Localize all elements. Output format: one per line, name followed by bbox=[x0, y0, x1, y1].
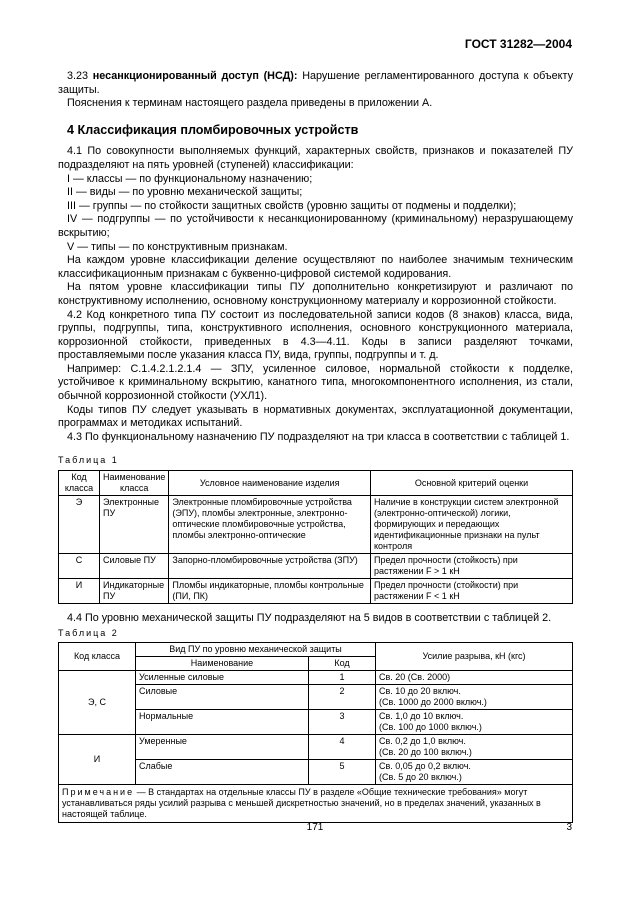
table-cell: Силовые bbox=[136, 685, 309, 710]
table-cell: И bbox=[59, 579, 100, 604]
table-header: Наименование bbox=[136, 657, 309, 671]
table-cell bbox=[376, 735, 573, 760]
level-item: IV — подгруппы — по устойчивости к несанкционированному (криминальному) неразрушающему вскрытию; bbox=[58, 213, 573, 239]
note-label: Примечание bbox=[62, 787, 135, 798]
table-cell: Пломбы индикаторные, пломбы контрольные (ПИ, ПК) bbox=[169, 579, 371, 604]
table-row bbox=[59, 579, 573, 604]
page-body bbox=[58, 70, 573, 823]
force-line: (Св. 100 до 1000 включ.) bbox=[379, 722, 482, 733]
table-cell bbox=[376, 710, 573, 735]
table-1 bbox=[58, 470, 573, 604]
table-cell: И bbox=[59, 735, 136, 785]
definition-text: Нарушение регламентированного доступа к объекту защиты. bbox=[58, 70, 573, 96]
table-2 bbox=[58, 642, 573, 823]
table-header-row bbox=[59, 643, 573, 657]
table-header: Наименование класса bbox=[100, 471, 169, 496]
definition-number: 3.23 bbox=[67, 70, 89, 82]
table-cell: Силовые ПУ bbox=[100, 554, 169, 579]
table-cell: Предел прочности (стойкости) при растяжении F < 1 кН bbox=[371, 579, 573, 604]
force-line: (Св. 1000 до 2000 включ.) bbox=[379, 697, 487, 708]
paragraph-each-level: На каждом уровне классификации деление осуществляют по наиболее значимым техническим классификационным признакам с буквенно-цифровой системой кодирования. bbox=[58, 254, 573, 280]
paragraph-example: Например: С.1.4.2.1.2.1.4 — ЗПУ, усиленное силовое, нормальной стойкости к подделке, устойчивое к криминальному вскрытию, канатного типа, многокомпонентного исполнения, из стали, обычной коррозионной стойкости (УХЛ1). bbox=[58, 362, 573, 403]
table-row bbox=[59, 735, 573, 760]
table-cell: Э, С bbox=[59, 671, 136, 735]
table-note bbox=[59, 785, 573, 823]
table-cell: С bbox=[59, 554, 100, 579]
table-cell: 3 bbox=[309, 710, 376, 735]
force-line: Св. 0,05 до 0,2 включ. bbox=[379, 761, 471, 772]
table-row bbox=[59, 671, 573, 685]
definition-3-23 bbox=[58, 70, 573, 97]
table-header: Код bbox=[309, 657, 376, 671]
table-header: Усилие разрыва, кН (кгс) bbox=[376, 643, 573, 671]
paragraph-codes: Коды типов ПУ следует указывать в нормативных документах, эксплуатационной документации, программах и методиках испытаний. bbox=[58, 403, 573, 430]
table-header: Код класса bbox=[59, 643, 136, 671]
paragraph-4-2: 4.2 Код конкретного типа ПУ состоит из последовательной записи кодов (8 знаков) класса, вида, группы, подгруппы, типа, конструктивного исполнения, основного конструкционного материала, коррозионной стойкости, приведенных в 4.3—4.11. Коды в записи разделяют точками, проставляемыми после указания класса ПУ, вида, группы, подгруппы и т. д. bbox=[58, 308, 573, 362]
table-cell bbox=[376, 685, 573, 710]
table-cell: 2 bbox=[309, 685, 376, 710]
table-row bbox=[59, 496, 573, 554]
table-cell: Усиленные силовые bbox=[136, 671, 309, 685]
level-item: III — группы — по стойкости защитных свойств (уровню защиты от подмены и подделки); bbox=[67, 199, 517, 212]
explanation-paragraph: Пояснения к терминам настоящего раздела приведены в приложении А. bbox=[67, 97, 433, 110]
force-line: Св. 0,2 до 1,0 включ. bbox=[379, 736, 466, 747]
level-item: II — виды — по уровню механической защиты; bbox=[67, 186, 303, 199]
table-cell bbox=[376, 760, 573, 785]
table-header: Код класса bbox=[59, 471, 100, 496]
table-cell: Индикаторные ПУ bbox=[100, 579, 169, 604]
table-cell: Св. 20 (Св. 2000) bbox=[376, 671, 573, 685]
table-row bbox=[59, 760, 573, 785]
definition-term: несанкционированный доступ (НСД): bbox=[92, 70, 298, 82]
table-header: Вид ПУ по уровню механической защиты bbox=[136, 643, 376, 657]
section-4-title: 4 Классификация пломбировочных устройств bbox=[67, 122, 359, 137]
page-number-center: 171 bbox=[306, 822, 324, 833]
table-cell: Э bbox=[59, 496, 100, 554]
table-cell: Предел прочности (стойкость) при растяжении F > 1 кН bbox=[371, 554, 573, 579]
table-cell: Запорно-пломбировочные устройства (ЗПУ) bbox=[169, 554, 371, 579]
table-row bbox=[59, 554, 573, 579]
table-header: Основной критерий оценки bbox=[371, 471, 573, 496]
force-line: Св. 1,0 до 10 включ. bbox=[379, 711, 464, 722]
table-cell: Наличие в конструкции систем электронной (электронно-оптической) логики, формирующих и передающих идентификационные признаки на пульт контроля bbox=[371, 496, 573, 554]
table-cell: Умеренные bbox=[136, 735, 309, 760]
table-1-caption: Таблица 1 bbox=[58, 455, 119, 466]
level-item: I — классы — по функциональному назначению; bbox=[67, 172, 313, 185]
document-code: ГОСТ 31282—2004 bbox=[464, 37, 572, 51]
page-number-right: 3 bbox=[566, 822, 572, 833]
paragraph-4-1: 4.1 По совокупности выполняемых функций, характерных свойств, признаков и показателей ПУ подразделяют на пять уровней (ступеней) классификации: bbox=[58, 145, 573, 171]
table-row bbox=[59, 710, 573, 735]
table-cell: Электронные пломбировочные устройства (ЭПУ), пломбы электронные, электронно-оптические пломбировочные устройства, пломбы электронно-оптические bbox=[169, 496, 371, 554]
table-2-caption: Таблица 2 bbox=[58, 627, 119, 638]
table-cell: Слабые bbox=[136, 760, 309, 785]
table-row bbox=[59, 685, 573, 710]
table-cell: 1 bbox=[309, 671, 376, 685]
force-line: (Св. 20 до 100 включ.) bbox=[379, 747, 472, 758]
table-cell: Электронные ПУ bbox=[100, 496, 169, 554]
table-cell: Нормальные bbox=[136, 710, 309, 735]
table-header: Условное наименование изделия bbox=[169, 471, 371, 496]
table-note-row bbox=[59, 785, 573, 823]
force-line: Св. 10 до 20 включ. bbox=[379, 686, 461, 697]
table-cell: 5 bbox=[309, 760, 376, 785]
table-cell: 4 bbox=[309, 735, 376, 760]
table-header-row bbox=[59, 471, 573, 496]
note-text: — В стандартах на отдельные классы ПУ в разделе «Общие технические требования» могут устанавливаться ряды усилий разрыва с меньшей дискретностью значений, но в пределах значений, указанных в настоящей таблице. bbox=[62, 787, 541, 820]
paragraph-fifth-level: На пятом уровне классификации типы ПУ дополнительно конкретизируют и различают по конструктивному исполнению, основному конструкционному материалу и коррозионной стойкости. bbox=[58, 281, 573, 307]
paragraph-4-3: 4.3 По функциональному назначению ПУ подразделяют на три класса в соответствии с таблицей 1. bbox=[67, 430, 570, 443]
paragraph-4-4: 4.4 По уровню механической защиты ПУ подразделяют на 5 видов в соответствии с таблицей 2. bbox=[67, 612, 552, 625]
force-line: (Св. 5 до 20 включ.) bbox=[379, 772, 462, 783]
level-item: V — типы — по конструктивным признакам. bbox=[67, 240, 288, 253]
